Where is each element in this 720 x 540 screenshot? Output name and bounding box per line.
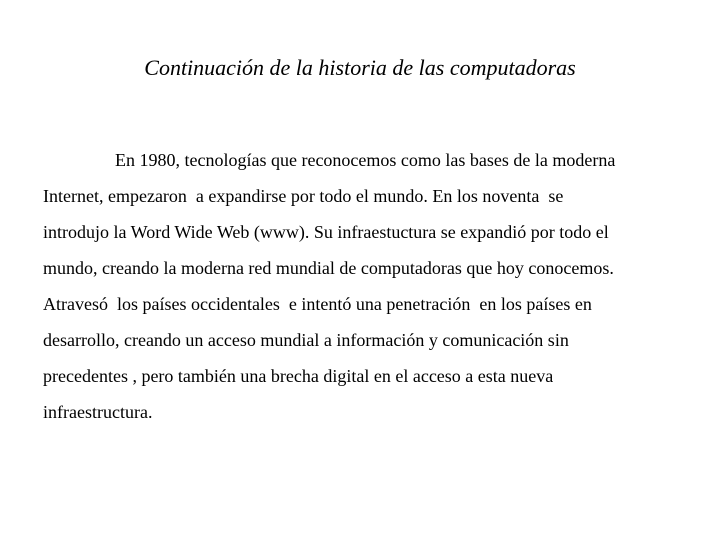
paragraph-line: Internet, empezaron a expandirse por todo el mundo. En los noventa se (43, 186, 564, 206)
paragraph-line: desarrollo, creando un acceso mundial a información y comunicación sin (43, 330, 569, 350)
paragraph-line: introdujo la Word Wide Web (www). Su infraestuctura se expandió por todo el (43, 222, 609, 242)
paragraph-line: precedentes , pero también una brecha digital en el acceso a esta nueva (43, 366, 554, 386)
paragraph-line: infraestructura. (43, 402, 153, 422)
paragraph-line: En 1980, tecnologías que reconocemos como las bases de la moderna (115, 150, 616, 170)
paragraph (43, 142, 693, 430)
slide-title: Continuación de la historia de las computadoras (144, 55, 576, 80)
paragraph-line: Atravesó los países occidentales e intentó una penetración en los países en (43, 294, 592, 314)
paragraph-line: mundo, creando la moderna red mundial de computadoras que hoy conocemos. (43, 258, 614, 278)
